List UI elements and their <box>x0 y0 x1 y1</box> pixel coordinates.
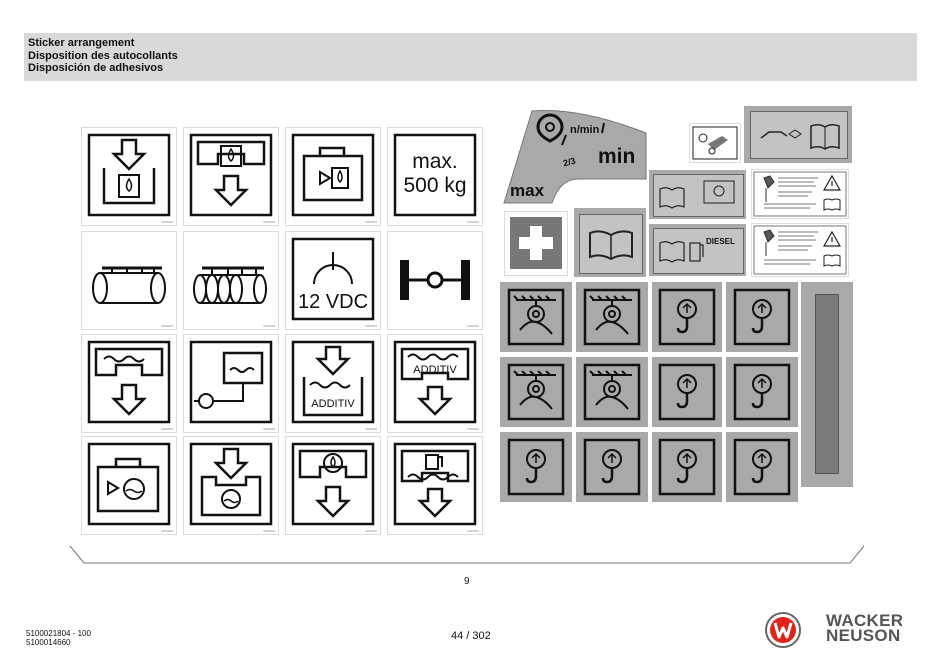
lifting-hook-icon <box>576 432 648 502</box>
tank-spray-icon <box>82 232 176 329</box>
first-aid-cross-icon <box>505 212 567 275</box>
additiv-label-fill: ADDITIV <box>311 398 355 410</box>
diesel-panel <box>653 228 744 274</box>
figure-number: 9 <box>464 576 470 587</box>
sticker-lift-hook-3 <box>652 357 722 427</box>
tank-rolls-icon <box>184 232 278 329</box>
header-title-en: Sticker arrangement <box>28 37 135 49</box>
sticker-oil-manual <box>649 170 746 219</box>
throttle-max-label: max <box>510 181 545 200</box>
sticker-fill-additiv: ADDITIV 5200000 <box>286 335 380 432</box>
book-icon <box>751 112 847 158</box>
tie-down-icon <box>576 357 648 427</box>
lifting-hook-icon <box>726 282 798 352</box>
sticker-lift-hook-5 <box>500 432 572 502</box>
throttle-rpm-unit: n/min <box>570 124 600 136</box>
fill-additiv-icon <box>286 335 380 432</box>
sticker-fill-coolant: 5200000 <box>184 437 278 534</box>
sticker-operator-warning <box>690 124 740 162</box>
brand-line-1: WACKER <box>826 611 904 630</box>
fuel-pump-icon <box>654 229 743 273</box>
tie-down-icon <box>576 282 648 352</box>
voltage-icon <box>286 232 380 329</box>
tie-down-icon <box>500 357 572 427</box>
max-load-weight: 500 kg <box>403 174 467 197</box>
manual-panel-top <box>750 111 848 159</box>
sticker-tank-rolls: 5200000 <box>184 232 278 329</box>
wacker-neuson-logo-icon <box>764 611 802 649</box>
sticker-drain-fuel: 5200000 <box>286 437 380 534</box>
lifting-hook-icon <box>726 432 798 502</box>
sticker-diesel <box>649 224 746 276</box>
sticker-tie-down-1 <box>500 282 572 352</box>
sticker-first-aid <box>505 212 567 275</box>
sticker-warning-1 <box>752 170 848 218</box>
sticker-max-load: max. 500 kg 5200000 <box>388 128 482 225</box>
hand-warning-icon <box>690 124 740 162</box>
lifting-hook-icon <box>652 432 722 502</box>
oil-level-icon <box>286 128 380 225</box>
doc-number-2: 5100014660 <box>26 638 71 647</box>
sticker-lift-hook-6 <box>576 432 648 502</box>
drain-fuel-water-icon <box>388 437 482 534</box>
sticker-lift-hook-2 <box>726 282 798 352</box>
sticker-tie-down-2 <box>576 282 648 352</box>
sticker-tank-spray: 5200000 <box>82 232 176 329</box>
coolant-level-icon <box>82 437 176 534</box>
sticker-reflective-strip <box>801 282 853 487</box>
sticker-tie-down-3 <box>500 357 572 427</box>
sticker-lift-hook-4 <box>726 357 798 427</box>
diesel-label: DIESEL <box>706 237 735 246</box>
sticker-drain-oil: 5200000 <box>184 128 278 225</box>
sticker-12vdc: 12 VDC 5200000 <box>286 232 380 329</box>
sticker-lift-hook-8 <box>726 432 798 502</box>
sticker-axle: 5200000 <box>388 232 482 329</box>
throttle-min-label: min <box>598 145 636 168</box>
brand-wordmark <box>826 613 903 643</box>
drain-additiv-icon <box>388 335 482 432</box>
fill-coolant-icon <box>184 437 278 534</box>
sticker-warning-2 <box>752 224 848 276</box>
lifting-hook-icon <box>652 282 722 352</box>
fill-oil-icon <box>82 128 176 225</box>
sticker-lift-hook-1 <box>652 282 722 352</box>
sticker-drain-additiv: ADDITIV 5200000 <box>388 335 482 432</box>
page-count: 44 / 302 <box>451 630 491 642</box>
axle-icon <box>388 232 482 329</box>
sticker-drain-coolant: 5200000 <box>82 335 176 432</box>
throttle-sticker <box>500 105 648 205</box>
warning-triangle-icon-2 <box>752 224 848 276</box>
sticker-tie-down-4 <box>576 357 648 427</box>
brand-line-2: NEUSON <box>826 626 901 645</box>
coolant-pump-icon <box>184 335 278 432</box>
sticker-oil-level: 5200000 <box>286 128 380 225</box>
drain-coolant-icon <box>82 335 176 432</box>
tie-down-icon <box>500 282 572 352</box>
strip-panel <box>815 294 839 474</box>
lifting-hook-icon <box>500 432 572 502</box>
page-header <box>24 33 917 81</box>
drain-fuel-icon <box>286 437 380 534</box>
throttle-fraction: 2/3 <box>561 155 577 169</box>
sticker-lift-hook-7 <box>652 432 722 502</box>
voltage-label: 12 VDC <box>297 291 369 313</box>
drain-oil-icon <box>184 128 278 225</box>
header-title-fr: Disposition des autocollants <box>28 49 178 62</box>
sticker-coolant-level: 5200000 <box>82 437 176 534</box>
additiv-label-drain: ADDITIV <box>413 364 457 376</box>
warning-triangle-icon <box>752 170 848 218</box>
sticker-read-manual <box>574 208 646 277</box>
sticker-fill-oil: 5200000 <box>82 128 176 225</box>
oil-manual-panel <box>653 174 744 217</box>
header-title-es: Disposición de adhesivos <box>28 62 164 74</box>
bracket-line <box>68 544 866 566</box>
open-book-icon <box>580 215 642 273</box>
document-numbers <box>26 629 91 647</box>
read-manual-panel <box>579 214 643 274</box>
max-load-label: max. <box>412 150 458 173</box>
lifting-hook-icon <box>652 357 722 427</box>
sticker-coolant-pump: 5200000 <box>184 335 278 432</box>
oil-manual-icon <box>654 175 743 216</box>
sticker-read-manual-top <box>744 106 852 163</box>
lifting-hook-icon <box>726 357 798 427</box>
sticker-drain-fuel-water: 5200000 <box>388 437 482 534</box>
doc-number-1: 5100021804 - 100 <box>26 629 91 638</box>
